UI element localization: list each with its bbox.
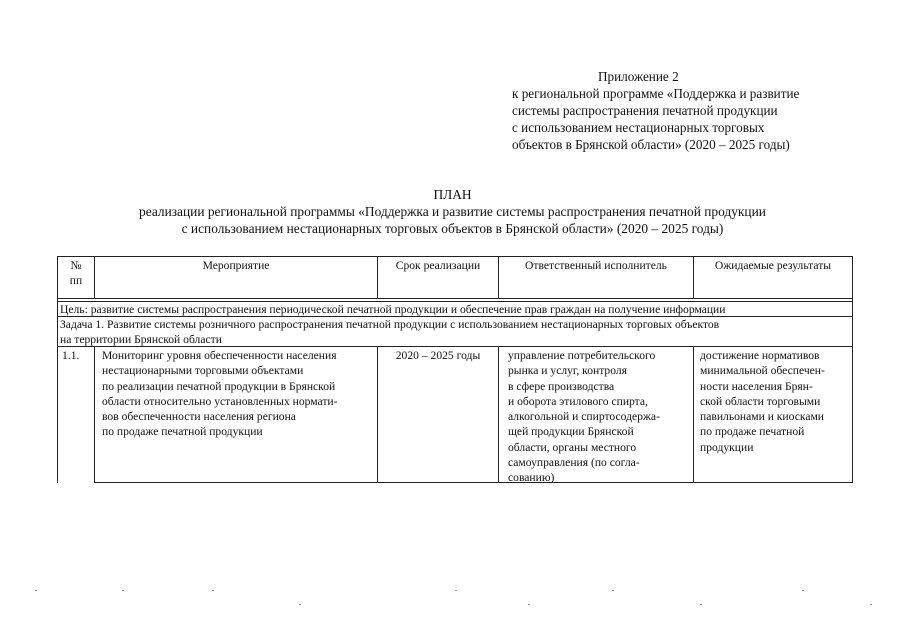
- task-line: Задача 1. Развитие системы розничного распространения печатной продукции с использованием нестационарных торговых объектов: [60, 318, 720, 331]
- scan-speck: [122, 590, 124, 591]
- row-activity: [102, 348, 374, 440]
- results-line: ской области торговыми: [700, 394, 821, 408]
- activity-line: вов обеспеченности населения региона: [102, 410, 296, 424]
- scan-speck: [299, 604, 301, 605]
- row-executor: [508, 348, 690, 486]
- plan-table: [57, 256, 853, 483]
- task-row: [60, 317, 719, 347]
- header-number-abbr: пп: [69, 274, 83, 288]
- activity-line: по реализации печатной продукции в Брянской: [102, 379, 336, 393]
- table-column-divider: [498, 346, 499, 483]
- results-line: павильонами и киосками: [700, 410, 825, 424]
- appendix-header: [512, 68, 872, 153]
- table-row-bottom-rule: [94, 482, 853, 483]
- header-period: Срок реализации: [395, 259, 481, 272]
- task-line: на территории Брянской области: [60, 333, 222, 346]
- executor-line: управление потребительского: [508, 349, 656, 362]
- activity-line: по продаже печатной продукции: [102, 425, 263, 439]
- appendix-title: Приложение 2: [598, 69, 679, 84]
- appendix-line: к региональной программе «Поддержка и развитие: [512, 86, 800, 101]
- executor-line: сованию): [508, 471, 555, 485]
- row-number: 1.1.: [62, 349, 80, 362]
- header-results: Ожидаемые результаты: [714, 259, 832, 272]
- executor-line: алкогольной и спиртосодержа-: [508, 410, 660, 424]
- executor-line: щей продукции Брянской: [508, 425, 634, 439]
- activity-line: Мониторинг уровня обеспеченности населения: [102, 349, 337, 362]
- row-period: 2020 – 2025 годы: [395, 349, 481, 362]
- header-number: [58, 258, 94, 289]
- scan-speck: [700, 604, 702, 605]
- plan-subtitle-line: с использованием нестационарных торговых объектов в Брянской области» (2020 – 2025 годы): [181, 221, 724, 236]
- table-column-divider: [693, 346, 694, 483]
- appendix-line: системы распространения печатной продукции: [512, 103, 778, 118]
- appendix-line: объектов в Брянской области» (2020 – 2025 годы): [512, 137, 790, 152]
- executor-line: в сфере производства: [508, 379, 615, 393]
- results-line: достижение нормативов: [700, 349, 820, 362]
- activity-line: нестационарными торговыми объектами: [102, 364, 304, 378]
- results-line: минимальной обеспечен-: [700, 364, 825, 378]
- executor-line: области, органы местного: [508, 440, 637, 454]
- appendix-line: с использованием нестационарных торговых: [512, 120, 765, 135]
- plan-title: ПЛАН: [433, 187, 472, 202]
- table-column-divider: [94, 346, 95, 483]
- results-line: продукции: [700, 440, 754, 454]
- scan-speck: [612, 590, 614, 591]
- header-activity: Мероприятие: [202, 259, 270, 272]
- plan-subtitle-line: реализации региональной программы «Поддержка и развитие системы распространения печатной продукции: [139, 204, 766, 219]
- activity-line: области относительно установленных нормати-: [102, 394, 338, 408]
- scan-speck: [212, 590, 214, 591]
- scan-speck: [455, 590, 457, 591]
- scan-speck: [528, 604, 530, 605]
- executor-line: самоуправления (по согла-: [508, 456, 640, 470]
- plan-subtitle: [0, 203, 905, 237]
- table-column-divider: [377, 346, 378, 483]
- scan-speck: [870, 604, 872, 605]
- table-border-right: [852, 256, 853, 483]
- header-number-symbol: №: [70, 259, 82, 272]
- row-results: [700, 348, 850, 455]
- header-executor: Ответственный исполнитель: [525, 259, 667, 272]
- results-line: по продаже печатной: [700, 425, 805, 439]
- scan-speck: [35, 590, 37, 591]
- scan-speck: [802, 590, 804, 591]
- table-border-top: [57, 256, 853, 257]
- table-header-bottom-rule: [57, 298, 853, 299]
- executor-line: рынка и услуг, контроля: [508, 364, 627, 378]
- results-line: ности населения Брян-: [700, 379, 813, 393]
- table-border-left: [57, 256, 58, 483]
- goal-row: Цель: развитие системы распространения периодической печатной продукции и обеспечение прав граждан на получение информации: [60, 303, 726, 316]
- executor-line: и оборота этилового спирта,: [508, 394, 648, 408]
